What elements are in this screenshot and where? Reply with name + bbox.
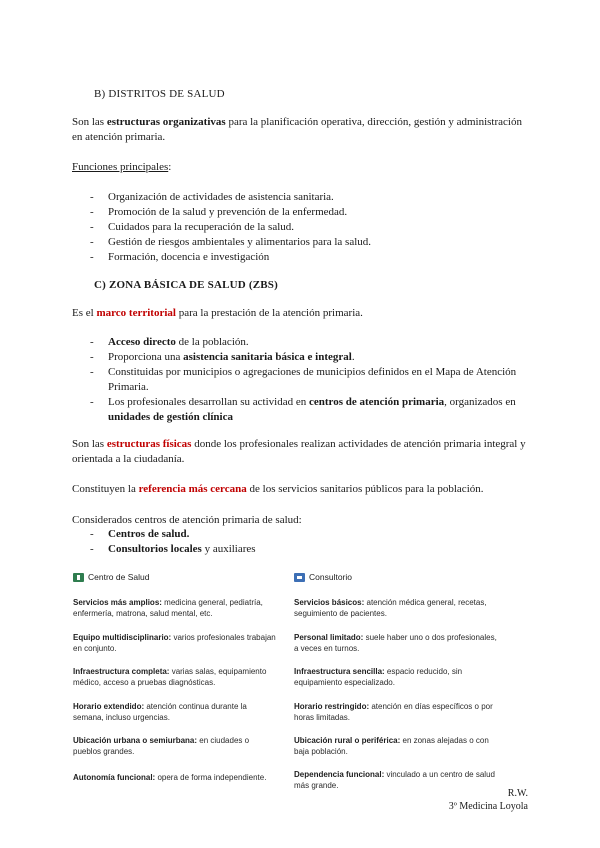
comparison-row: Horario extendido: atención continua durante la semana, incluso urgencias. bbox=[73, 702, 247, 722]
comparison-row: Ubicación urbana o semiurbana: en ciudades o pueblos grandes. bbox=[73, 736, 250, 756]
comparison-row: Servicios básicos: atención médica general, recetas, seguimiento de pacientes. bbox=[294, 598, 487, 618]
clinic-icon bbox=[294, 573, 305, 582]
comparison-row: Autonomía funcional: opera de forma independiente. bbox=[73, 773, 267, 782]
comparison-row: Personal limitado: suele haber uno o dos profesionales, a veces en turnos. bbox=[294, 633, 497, 653]
highlight-term: estructuras físicas bbox=[106, 438, 192, 450]
comparison-row: Equipo multidisciplinario: varios profesionales trabajan en conjunto. bbox=[73, 633, 276, 653]
column-header: Consultorio bbox=[294, 568, 499, 586]
list-item: - Consultorios locales y auxiliares bbox=[90, 542, 530, 557]
section-b-intro: Son las estructuras organizativas para la planificación operativa, dirección, gestión y administración en atención primaria. bbox=[72, 116, 522, 143]
highlight-term: referencia más cercana bbox=[138, 483, 247, 495]
list-item: - Los profesionales desarrollan su actividad en centros de atención primaria, organizados en unidades de gestión clínica bbox=[90, 395, 530, 425]
comparison-row: Infraestructura completa: varias salas, equipamiento médico, acceso a pruebas diagnósticas. bbox=[73, 667, 267, 687]
section-c-p2: Son las estructuras físicas donde los profesionales realizan actividades de atención primaria integral y orientada a la ciudadanía. bbox=[72, 438, 526, 465]
section-c-p4: Considerados centros de atención primaria de salud: bbox=[72, 514, 302, 526]
functions-list bbox=[90, 190, 530, 265]
section-c-p3: Constituyen la referencia más cercana de los servicios sanitarios públicos para la población. bbox=[72, 483, 484, 495]
comparison-row: Ubicación rural o periférica: en zonas alejadas o con baja población. bbox=[294, 736, 489, 756]
comparison-row: Dependencia funcional: vinculado a un centro de salud más grande. bbox=[294, 770, 495, 790]
intro-bold-term: estructuras organizativas bbox=[106, 116, 226, 128]
comparison-row: Horario restringido: atención en días específicos o por horas limitadas. bbox=[294, 702, 493, 722]
functions-title: Funciones principales: bbox=[72, 161, 172, 173]
centers-list bbox=[90, 527, 530, 557]
list-item: - Cuidados para la recuperación de la salud. bbox=[90, 220, 530, 235]
course-label: 3º Medicina Loyola bbox=[448, 801, 528, 812]
consultorio-column bbox=[294, 568, 499, 790]
highlight-term: marco territorial bbox=[96, 307, 176, 319]
comparison-row: Servicios más amplios: medicina general, pediatría, enfermería, matrona, salud mental, etc. bbox=[73, 598, 263, 618]
list-item: - Organización de actividades de asistencia sanitaria. bbox=[90, 190, 530, 205]
section-b-heading: B) DISTRITOS DE SALUD bbox=[94, 88, 225, 100]
comparison-row: Infraestructura sencilla: espacio reducido, sin equipamiento especializado. bbox=[294, 667, 463, 687]
list-item: - Proporciona una asistencia sanitaria básica e integral. bbox=[90, 350, 530, 365]
zbs-list bbox=[90, 335, 530, 425]
list-item: - Centros de salud. bbox=[90, 527, 530, 542]
comparison-table bbox=[73, 568, 503, 798]
list-item: - Promoción de la salud y prevención de la enfermedad. bbox=[90, 205, 530, 220]
section-c-heading: C) ZONA BÁSICA DE SALUD (ZBS) bbox=[94, 279, 278, 291]
list-item: - Acceso directo de la población. bbox=[90, 335, 530, 350]
section-c-p1: Es el marco territorial para la prestación de la atención primaria. bbox=[72, 307, 363, 319]
author-initials: R.W. bbox=[507, 788, 528, 799]
list-item: - Gestión de riesgos ambientales y alimentarios para la salud. bbox=[90, 235, 530, 250]
hospital-icon bbox=[73, 573, 84, 582]
centro-de-salud-column bbox=[73, 568, 278, 782]
list-item: - Formación, docencia e investigación bbox=[90, 250, 530, 265]
list-item: - Constituidas por municipios o agregaciones de municipios definidos en el Mapa de Atención Primaria. bbox=[90, 365, 530, 395]
column-header: Centro de Salud bbox=[73, 568, 278, 586]
